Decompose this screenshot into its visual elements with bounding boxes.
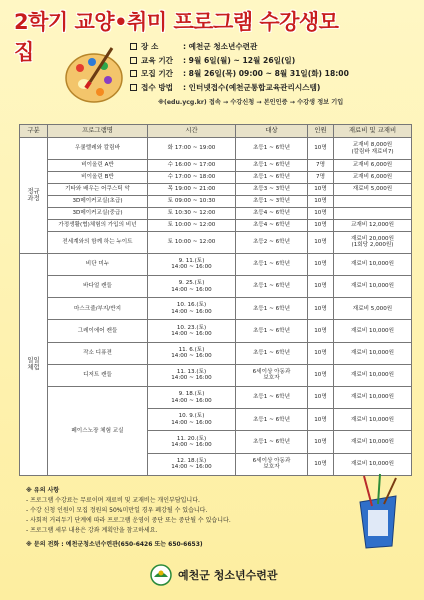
program-target: 초등3 ~ 3학년: [236, 184, 308, 196]
program-target: 초등1 ~ 6학년: [236, 342, 308, 364]
table-header-row: [20, 125, 412, 138]
program-time: 화 17:00 ~ 19:00: [148, 138, 236, 160]
organization-logo-icon: [150, 564, 172, 586]
table-row: [20, 219, 412, 231]
checkbox-icon: [130, 57, 137, 64]
program-time: 12. 18.(토) 14:00 ~ 16:00: [148, 453, 236, 475]
checkbox-icon: [130, 84, 137, 91]
program-fee: 재료비 10,000원: [334, 364, 412, 386]
program-time: 수 17:00 ~ 18:00: [148, 172, 236, 184]
program-time: 10. 16.(토) 14:00 ~ 16:00: [148, 298, 236, 320]
program-fee: 재료비 10,000원: [334, 253, 412, 275]
program-fee: 교재비 12,000원: [334, 219, 412, 231]
category-regular: 정규 과정: [20, 138, 48, 254]
program-fee: 재료비 10,000원: [334, 276, 412, 298]
program-target: 6세이상 아동과 보호자: [236, 364, 308, 386]
table-row: [20, 231, 412, 253]
program-target: 초등1 ~ 6학년: [236, 172, 308, 184]
program-time: 11. 20.(토) 14:00 ~ 16:00: [148, 431, 236, 453]
notes-line: - 프로그램 세부 내용은 강좌 계획안을 참고하세요.: [26, 527, 158, 534]
table-row: [20, 138, 412, 160]
program-target: 초등1 ~ 3학년: [236, 195, 308, 207]
program-fee: 재료비 20,000원 (1회당 2,000원): [334, 231, 412, 253]
info-recruit: 모집 기간 : 8월 26일(목) 09:00 ~ 8월 31일(화) 18:00: [130, 67, 410, 81]
program-name: 작소 디퓨젼: [48, 342, 148, 364]
program-people: 10명: [308, 231, 334, 253]
program-people: 10명: [308, 298, 334, 320]
program-fee: 재료비 10,000원: [334, 320, 412, 342]
paint-palette-icon: [60, 36, 132, 116]
program-time: 9. 18.(토) 14:00 ~ 16:00: [148, 387, 236, 409]
program-name: 마스크줄/부지/반지: [48, 298, 148, 320]
program-people: 10명: [308, 184, 334, 196]
program-people: 10명: [308, 138, 334, 160]
header-program: 프로그램명: [48, 125, 148, 138]
notes-line: - 사회적 거리두기 단계에 따라 프로그램 운영이 중단 또는 중단될 수 있습니다.: [26, 517, 231, 524]
program-target: 초등1 ~ 6학년: [236, 160, 308, 172]
table-row: [20, 320, 412, 342]
program-fee: 교재비 8,000원 (칼림바 재료비7): [334, 138, 412, 160]
notes-section: [26, 486, 346, 550]
table-row: [20, 342, 412, 364]
program-time: 11. 13.(토) 14:00 ~ 16:00: [148, 364, 236, 386]
program-fee: [334, 195, 412, 207]
table-row: [20, 298, 412, 320]
info-note: ※(edu.ycg.kr) 접속 → 수강신청 → 본인인증 → 수강생 정보 기입: [158, 99, 344, 107]
table-row: [20, 184, 412, 196]
notes-line: - 수강 신청 인원이 모집 정원의 50%미만일 경우 폐강될 수 있습니다.: [26, 507, 208, 514]
program-target: 초등1 ~ 6학년: [236, 431, 308, 453]
program-fee: 재료비 10,000원: [334, 342, 412, 364]
notes-line: - 프로그램 수강료는 무료이며 재료비 및 교재비는 개인부담입니다.: [26, 497, 200, 504]
program-target: 초등1 ~ 6학년: [236, 138, 308, 160]
program-fee: [334, 207, 412, 219]
program-people: 10명: [308, 195, 334, 207]
program-people: 10명: [308, 453, 334, 475]
program-name: 3D메이커교실(중급): [48, 207, 148, 219]
program-people: 10명: [308, 207, 334, 219]
page-title: 2학기 교양•취미 프로그램 수강생모집: [14, 10, 339, 64]
program-time: 토 09:00 ~ 10:30: [148, 195, 236, 207]
header-time: 시간: [148, 125, 236, 138]
footer-org-name: 예천군 청소년수련관: [178, 569, 278, 582]
program-fee: 재료비 5,000원: [334, 184, 412, 196]
program-name: 비이올린 B반: [48, 172, 148, 184]
table-row: [20, 364, 412, 386]
program-target: 6세이상 아동과 보호자: [236, 453, 308, 475]
program-people: 10명: [308, 342, 334, 364]
program-name: 바다얼 캔들: [48, 276, 148, 298]
program-target: 초등1 ~ 6학년: [236, 276, 308, 298]
info-period: 교육 기간 : 9월 6일(월) ~ 12월 26일(일): [130, 54, 410, 68]
category-experience: 일일 체험: [20, 253, 48, 475]
program-people: 7명: [308, 172, 334, 184]
header-people: 인원: [308, 125, 334, 138]
program-name: 비단 미누: [48, 253, 148, 275]
program-people: 10명: [308, 364, 334, 386]
info-section: [130, 40, 410, 110]
program-fee: 재료비 10,000원: [334, 431, 412, 453]
program-fee: 재료비 10,000원: [334, 387, 412, 409]
program-people: 10명: [308, 387, 334, 409]
footer: [150, 564, 277, 586]
program-fee: 교재비 6,000원: [334, 160, 412, 172]
table-row: [20, 276, 412, 298]
program-fee: 재료비 5,000원: [334, 298, 412, 320]
info-location: 장 소 : 예천군 청소년수련관: [130, 40, 410, 54]
table-row: [20, 172, 412, 184]
notes-heading: ※ 유의 사항: [26, 487, 60, 494]
contact-info: ※ 문의 전화 : 예천군청소년수련관(650-6426 또는 650-6653): [26, 541, 203, 548]
program-people: 10명: [308, 276, 334, 298]
program-name: 비이올린 A반: [48, 160, 148, 172]
program-name: 우쿨렐레와 칼림바: [48, 138, 148, 160]
program-time: 11. 6.(토) 14:00 ~ 16:00: [148, 342, 236, 364]
program-name: 디저트 캔들: [48, 364, 148, 386]
program-table: [19, 124, 411, 476]
program-name: 전세계와의 함께 하는 누이트: [48, 231, 148, 253]
program-time: 토 10:00 ~ 12:00: [148, 231, 236, 253]
program-time: 토 10:00 ~ 12:00: [148, 219, 236, 231]
program-name: 3D메이커교실(초급): [48, 195, 148, 207]
program-people: 10명: [308, 253, 334, 275]
table-row: [20, 253, 412, 275]
program-people: 7명: [308, 160, 334, 172]
program-target: 초등1 ~ 6학년: [236, 253, 308, 275]
program-people: 10명: [308, 431, 334, 453]
program-fee: 재료비 10,000원: [334, 409, 412, 431]
program-time: 9. 11.(토) 14:00 ~ 16:00: [148, 253, 236, 275]
checkbox-icon: [130, 43, 137, 50]
program-time: 수 16:00 ~ 17:00: [148, 160, 236, 172]
table-row: [20, 160, 412, 172]
program-target: 초등1 ~ 6학년: [236, 298, 308, 320]
program-name: 페이스노장 체험 교실: [48, 387, 148, 476]
table-row: [20, 207, 412, 219]
program-time: 9. 25.(토) 14:00 ~ 16:00: [148, 276, 236, 298]
program-name: 기타와 배우는 어쿠스틱 악: [48, 184, 148, 196]
program-target: 초등1 ~ 6학년: [236, 409, 308, 431]
program-name: 그레이에어 캔들: [48, 320, 148, 342]
program-people: 10명: [308, 320, 334, 342]
program-target: 초등2 ~ 6학년: [236, 231, 308, 253]
program-people: 10명: [308, 219, 334, 231]
header-fee: 재료비 및 교재비: [334, 125, 412, 138]
program-target: 초등4 ~ 6학년: [236, 219, 308, 231]
table-row: [20, 387, 412, 409]
table-row: [20, 195, 412, 207]
program-fee: 교재비 6,000원: [334, 172, 412, 184]
program-people: 10명: [308, 409, 334, 431]
program-time: 10. 9.(토) 14:00 ~ 16:00: [148, 409, 236, 431]
checkbox-icon: [130, 70, 137, 77]
info-method: 접수 방법 : 인터넷접수(예천군통합교육관리시스템): [130, 81, 410, 95]
program-fee: 재료비 10,000원: [334, 453, 412, 475]
program-target: 초등1 ~ 6학년: [236, 387, 308, 409]
brush-cup-icon: [350, 472, 406, 550]
program-time: 토 10:30 ~ 12:00: [148, 207, 236, 219]
program-time: 목 19:00 ~ 21:00: [148, 184, 236, 196]
program-time: 10. 23.(토) 14:00 ~ 16:00: [148, 320, 236, 342]
header-category: 구분: [20, 125, 48, 138]
program-name: 가정생활(협)체험의 가입의 비넌: [48, 219, 148, 231]
program-target: 초등1 ~ 6학년: [236, 320, 308, 342]
header-target: 대상: [236, 125, 308, 138]
program-target: 초등4 ~ 6학년: [236, 207, 308, 219]
